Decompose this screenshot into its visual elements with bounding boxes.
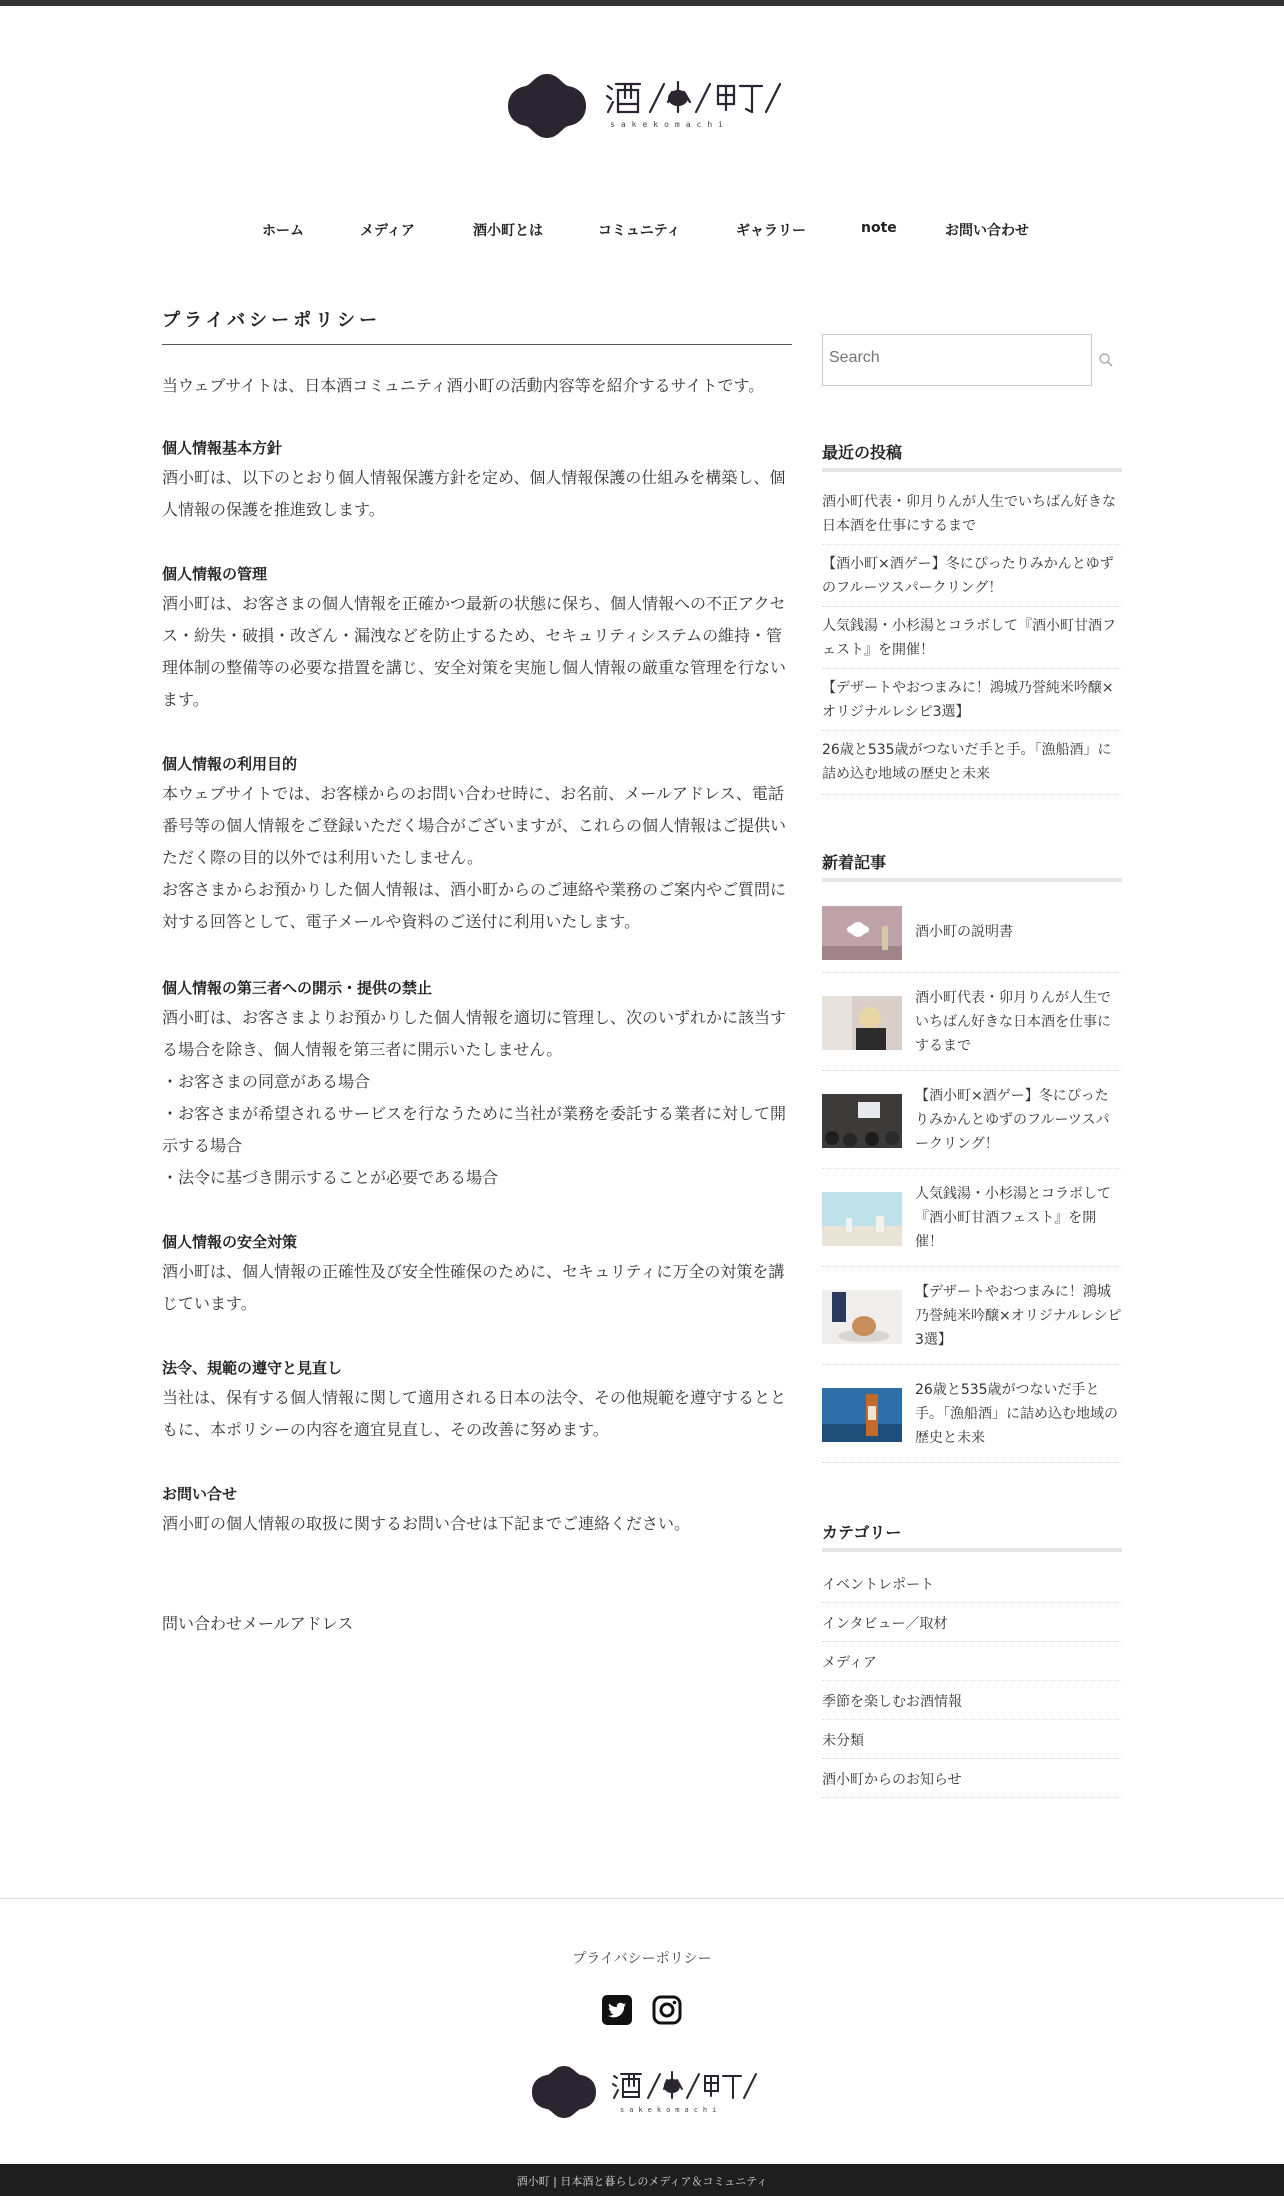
item-separator — [822, 794, 1122, 795]
new-post-link[interactable]: 酒小町代表・卯月りんが人生でいちばん好きな日本酒を仕事にするまで — [915, 990, 1111, 1054]
svg-text:sakekomachi: sakekomachi — [620, 2106, 722, 2114]
page-title: プライバシーポリシー — [162, 310, 382, 331]
site-logo[interactable] — [506, 68, 782, 144]
policy-section — [162, 560, 792, 716]
footer-privacy-link[interactable]: プライバシーポリシー — [572, 1951, 712, 1967]
item-separator — [822, 1462, 1122, 1463]
section-list-item: ・お客さまの同意がある場合 — [162, 1072, 371, 1091]
item-separator — [822, 1797, 1122, 1798]
recent-post-link[interactable]: 【酒小町×酒ゲー】冬にぴったりみかんとゆずのフルーツスパークリング！ — [822, 556, 1114, 596]
new-post-link[interactable]: 人気銭湯・小杉湯とコラボして『酒小町甘酒フェスト』を開催！ — [915, 1186, 1111, 1250]
nav-note[interactable]: note — [861, 220, 897, 236]
section-heading: 個人情報の安全対策 — [162, 1233, 298, 1251]
category-link[interactable]: 酒小町からのお知らせ — [822, 1772, 962, 1788]
section-heading: 個人情報の利用目的 — [162, 755, 298, 773]
section-paragraph: 酒小町は、お客さまよりお預かりした個人情報を適切に管理し、次のいずれかに該当する場合を除き、個人情報を第三者に開示いたしません。 — [162, 1008, 787, 1059]
nav-contact[interactable]: お問い合わせ — [945, 223, 1029, 239]
section-heading: 法令、規範の遵守と見直し — [162, 1359, 343, 1377]
section-paragraph: 酒小町は、以下のとおり個人情報保護方針を定め、個人情報保護の仕組みを構築し、個人情報の保護を推進致します。 — [162, 468, 786, 519]
widget-divider — [822, 878, 1122, 882]
item-separator — [822, 1168, 1122, 1169]
widget-divider — [822, 468, 1122, 472]
recent-post-link[interactable]: 酒小町代表・卯月りんが人生でいちばん好きな日本酒を仕事にするまで — [822, 494, 1116, 534]
nav-media[interactable]: メディア — [360, 223, 415, 239]
item-separator — [822, 1364, 1122, 1365]
contact-email-label: 問い合わせメールアドレス — [162, 1614, 354, 1633]
section-paragraph: 酒小町は、お客さまの個人情報を正確かつ最新の状態に保ち、個人情報への不正アクセス・紛失・破損・改ざん・漏洩などを防止するため、セキュリティシステムの維持・管理体制の整備等の必要な措置を講じ、安全対策を実施し個人情報の厳重な管理を行ないます。 — [162, 594, 787, 709]
section-paragraph: 酒小町の個人情報の取扱に関するお問い合せは下記までご連絡ください。 — [162, 1514, 691, 1533]
item-separator — [822, 972, 1122, 973]
item-separator — [822, 1719, 1122, 1720]
new-post-link[interactable]: 【デザートやおつまみに！鴻城乃誉純米吟醸×オリジナルレシピ3選】 — [915, 1284, 1122, 1348]
event-photo-thumbnail[interactable] — [822, 1094, 902, 1148]
portrait-photo-thumbnail[interactable] — [822, 996, 902, 1050]
main-content — [162, 306, 792, 1633]
search-input[interactable] — [829, 349, 1079, 367]
item-separator — [822, 1602, 1122, 1603]
instagram-icon[interactable] — [651, 1994, 683, 2026]
section-paragraph: 当社は、保有する個人情報に関して適用される日本の法令、その他規範を遵守するとともに、本ポリシーの内容を適宜見直し、その改善に努めます。 — [162, 1388, 787, 1439]
section-list-item: ・お客さまが希望されるサービスを行なうために当社が業務を委託する業者に対して開示する場合 — [162, 1104, 787, 1155]
title-divider — [162, 344, 792, 345]
section-paragraph: お客さまからお預かりした個人情報は、酒小町からのご連絡や業務のご案内やご質問に対する回答として、電子メールや資料のご送付に利用いたします。 — [162, 880, 787, 931]
item-separator — [822, 1758, 1122, 1759]
main-nav — [0, 220, 1284, 240]
copyright-text: 酒小町 | 日本酒と暮らしのメディア＆コミュニティ — [516, 2175, 768, 2188]
policy-section — [162, 974, 792, 1194]
item-separator — [822, 668, 1122, 669]
recent-post-link[interactable]: 【デザートやおつまみに！鴻城乃誉純米吟醸×オリジナルレシピ3選】 — [822, 680, 1114, 720]
logo-kana: sakekomachi — [610, 120, 729, 129]
nav-home[interactable]: ホーム — [262, 223, 304, 239]
footer-bar — [0, 2164, 1284, 2196]
category-link[interactable]: イベントレポート — [822, 1577, 934, 1593]
bathhouse-photo-thumbnail[interactable] — [822, 1192, 902, 1246]
category-link[interactable]: メディア — [822, 1655, 877, 1671]
intro-text: 当ウェブサイトは、日本酒コミュニティ酒小町の活動内容等を紹介するサイトです。 — [162, 376, 765, 395]
item-separator — [822, 1641, 1122, 1642]
footer-divider — [0, 1898, 1284, 1899]
widget-divider — [822, 1548, 1122, 1552]
twitter-icon[interactable] — [601, 1994, 633, 2026]
policy-section — [162, 434, 792, 526]
new-post-link[interactable]: 26歳と535歳がつないだ手と手。「漁船酒」に詰め込む地域の歴史と未来 — [915, 1382, 1118, 1446]
logo-wordmark-icon — [606, 80, 782, 116]
recent-post-link[interactable]: 26歳と535歳がつないだ手と手。「漁船酒」に詰め込む地域の歴史と未来 — [822, 742, 1112, 782]
section-paragraph: 本ウェブサイトでは、お客様からのお問い合わせ時に、お名前、メールアドレス、電話番号等の個人情報をご登録いただく場合がございますが、これらの個人情報はご提供いただく際の目的以外では利用いたしません。 — [162, 784, 787, 867]
dessert-photo-thumbnail[interactable] — [822, 1290, 902, 1344]
policy-section — [162, 750, 792, 938]
policy-section — [162, 1480, 792, 1540]
item-separator — [822, 606, 1122, 607]
nav-gallery[interactable]: ギャラリー — [736, 223, 806, 239]
category-link[interactable]: 未分類 — [822, 1733, 864, 1749]
item-separator — [822, 1680, 1122, 1681]
section-heading: 個人情報基本方針 — [162, 439, 283, 457]
category-title: カテゴリー — [822, 1523, 902, 1542]
recent-posts-title: 最近の投稿 — [822, 443, 903, 462]
section-heading: お問い合せ — [162, 1485, 238, 1503]
section-paragraph: 酒小町は、個人情報の正確性及び安全性確保のために、セキュリティに万全の対策を講じています。 — [162, 1262, 785, 1313]
top-bar — [0, 0, 1284, 6]
category-link[interactable]: インタビュー／取材 — [822, 1616, 948, 1632]
search-box — [822, 334, 1092, 386]
nav-about[interactable]: 酒小町とは — [473, 223, 543, 239]
item-separator — [822, 1070, 1122, 1071]
item-separator — [822, 544, 1122, 545]
category-link[interactable]: 季節を楽しむお酒情報 — [822, 1694, 962, 1710]
policy-section — [162, 1228, 792, 1320]
search-icon[interactable] — [1098, 352, 1114, 368]
sea-bottle-photo-thumbnail[interactable] — [822, 1388, 902, 1442]
item-separator — [822, 1266, 1122, 1267]
new-posts-title: 新着記事 — [822, 853, 887, 872]
new-post-link[interactable]: 【酒小町×酒ゲー】冬にぴったりみかんとゆずのフルーツスパークリング！ — [915, 1088, 1110, 1152]
item-separator — [822, 730, 1122, 731]
section-heading: 個人情報の第三者への開示・提供の禁止 — [162, 979, 433, 997]
bottle-photo-thumbnail[interactable] — [822, 906, 902, 960]
section-heading: 個人情報の管理 — [162, 565, 268, 583]
section-list-item: ・法令に基づき開示することが必要である場合 — [162, 1168, 499, 1187]
nav-community[interactable]: コミュニティ — [598, 223, 681, 239]
policy-section — [162, 1354, 792, 1446]
recent-post-link[interactable]: 人気銭湯・小杉湯とコラボして『酒小町甘酒フェスト』を開催！ — [822, 618, 1116, 658]
footer-logo-icon[interactable] — [530, 2062, 760, 2122]
logo-mark-icon — [506, 72, 588, 140]
new-post-link[interactable]: 酒小町の説明書 — [915, 924, 1013, 940]
